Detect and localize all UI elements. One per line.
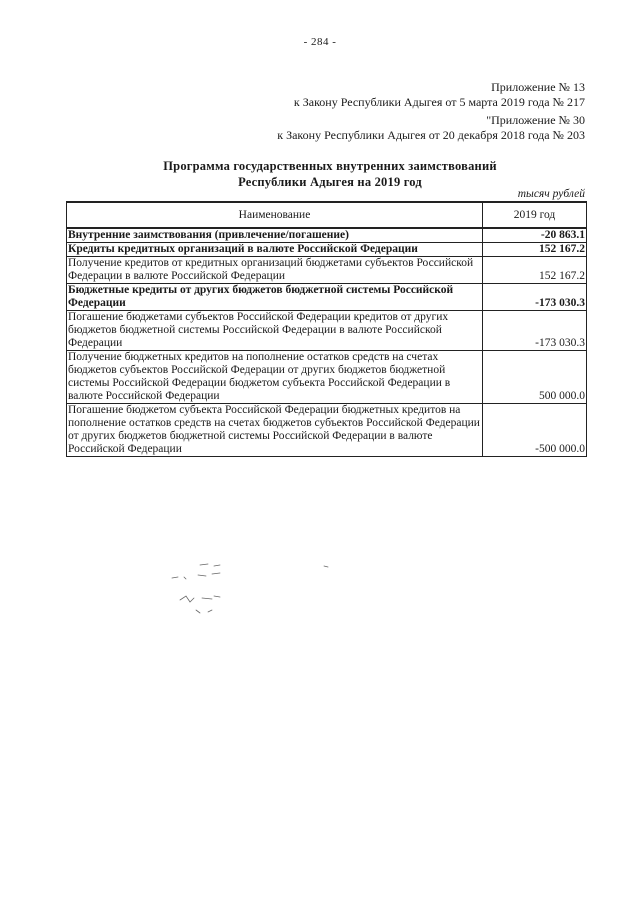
appendix-current-number: Приложение № 13 xyxy=(491,80,585,94)
appendix-previous xyxy=(277,113,585,143)
row-value: 152 167.2 xyxy=(483,243,587,257)
table-row xyxy=(67,404,587,457)
header-year: 2019 год xyxy=(483,202,587,228)
row-name: Получение кредитов от кредитных организаций бюджетами субъектов Российской Федерации в валюте Российской Федерации xyxy=(67,257,483,284)
table-row xyxy=(67,351,587,404)
row-name: Погашение бюджетами субъектов Российской Федерации кредитов от других бюджетов бюджетной системы Российской Федерации в валюте Российской Федерации xyxy=(67,311,483,351)
table-header-row xyxy=(67,202,587,228)
row-value: -500 000.0 xyxy=(483,404,587,457)
page-number: - 284 - xyxy=(303,36,337,48)
table-row xyxy=(67,284,587,311)
borrowing-program-table xyxy=(66,201,587,457)
table-row xyxy=(67,257,587,284)
table-row xyxy=(67,311,587,351)
row-name: Получение бюджетных кредитов на пополнение остатков средств на счетах бюджетов субъектов Российской Федерации от других бюджетов бюджетной системы Российской Федерации бюджетом субъекта Российской Федерации в валюте Российской Федерации xyxy=(67,351,483,404)
row-value: 500 000.0 xyxy=(483,351,587,404)
row-value: -173 030.3 xyxy=(483,311,587,351)
row-value: 152 167.2 xyxy=(483,257,587,284)
appendix-previous-number: "Приложение № 30 xyxy=(486,113,585,127)
handwritten-mark-icon xyxy=(150,560,350,630)
row-value: -20 863.1 xyxy=(483,228,587,243)
title-line-1: Программа государственных внутренних заимствований xyxy=(163,159,497,173)
table-row xyxy=(67,243,587,257)
row-name: Бюджетные кредиты от других бюджетов бюджетной системы Российской Федерации xyxy=(67,284,483,311)
appendix-current xyxy=(294,80,585,110)
table-row xyxy=(67,228,587,243)
units-label: тысяч рублей xyxy=(517,188,585,200)
document-title xyxy=(0,158,640,190)
title-line-2: Республики Адыгея на 2019 год xyxy=(238,175,422,189)
row-name: Внутренние заимствования (привлечение/погашение) xyxy=(67,228,483,243)
row-value: -173 030.3 xyxy=(483,284,587,311)
appendix-previous-law: к Закону Республики Адыгея от 20 декабря 2018 года № 203 xyxy=(277,128,585,142)
header-name: Наименование xyxy=(67,202,483,228)
row-name: Кредиты кредитных организаций в валюте Российской Федерации xyxy=(67,243,483,257)
row-name: Погашение бюджетом субъекта Российской Федерации бюджетных кредитов на пополнение остатков средств на счетах бюджетов субъектов Российской Федерации от других бюджетов бюджетной системы Российской Федерации в валюте Российской Федерации xyxy=(67,404,483,457)
appendix-current-law: к Закону Республики Адыгея от 5 марта 2019 года № 217 xyxy=(293,95,585,109)
